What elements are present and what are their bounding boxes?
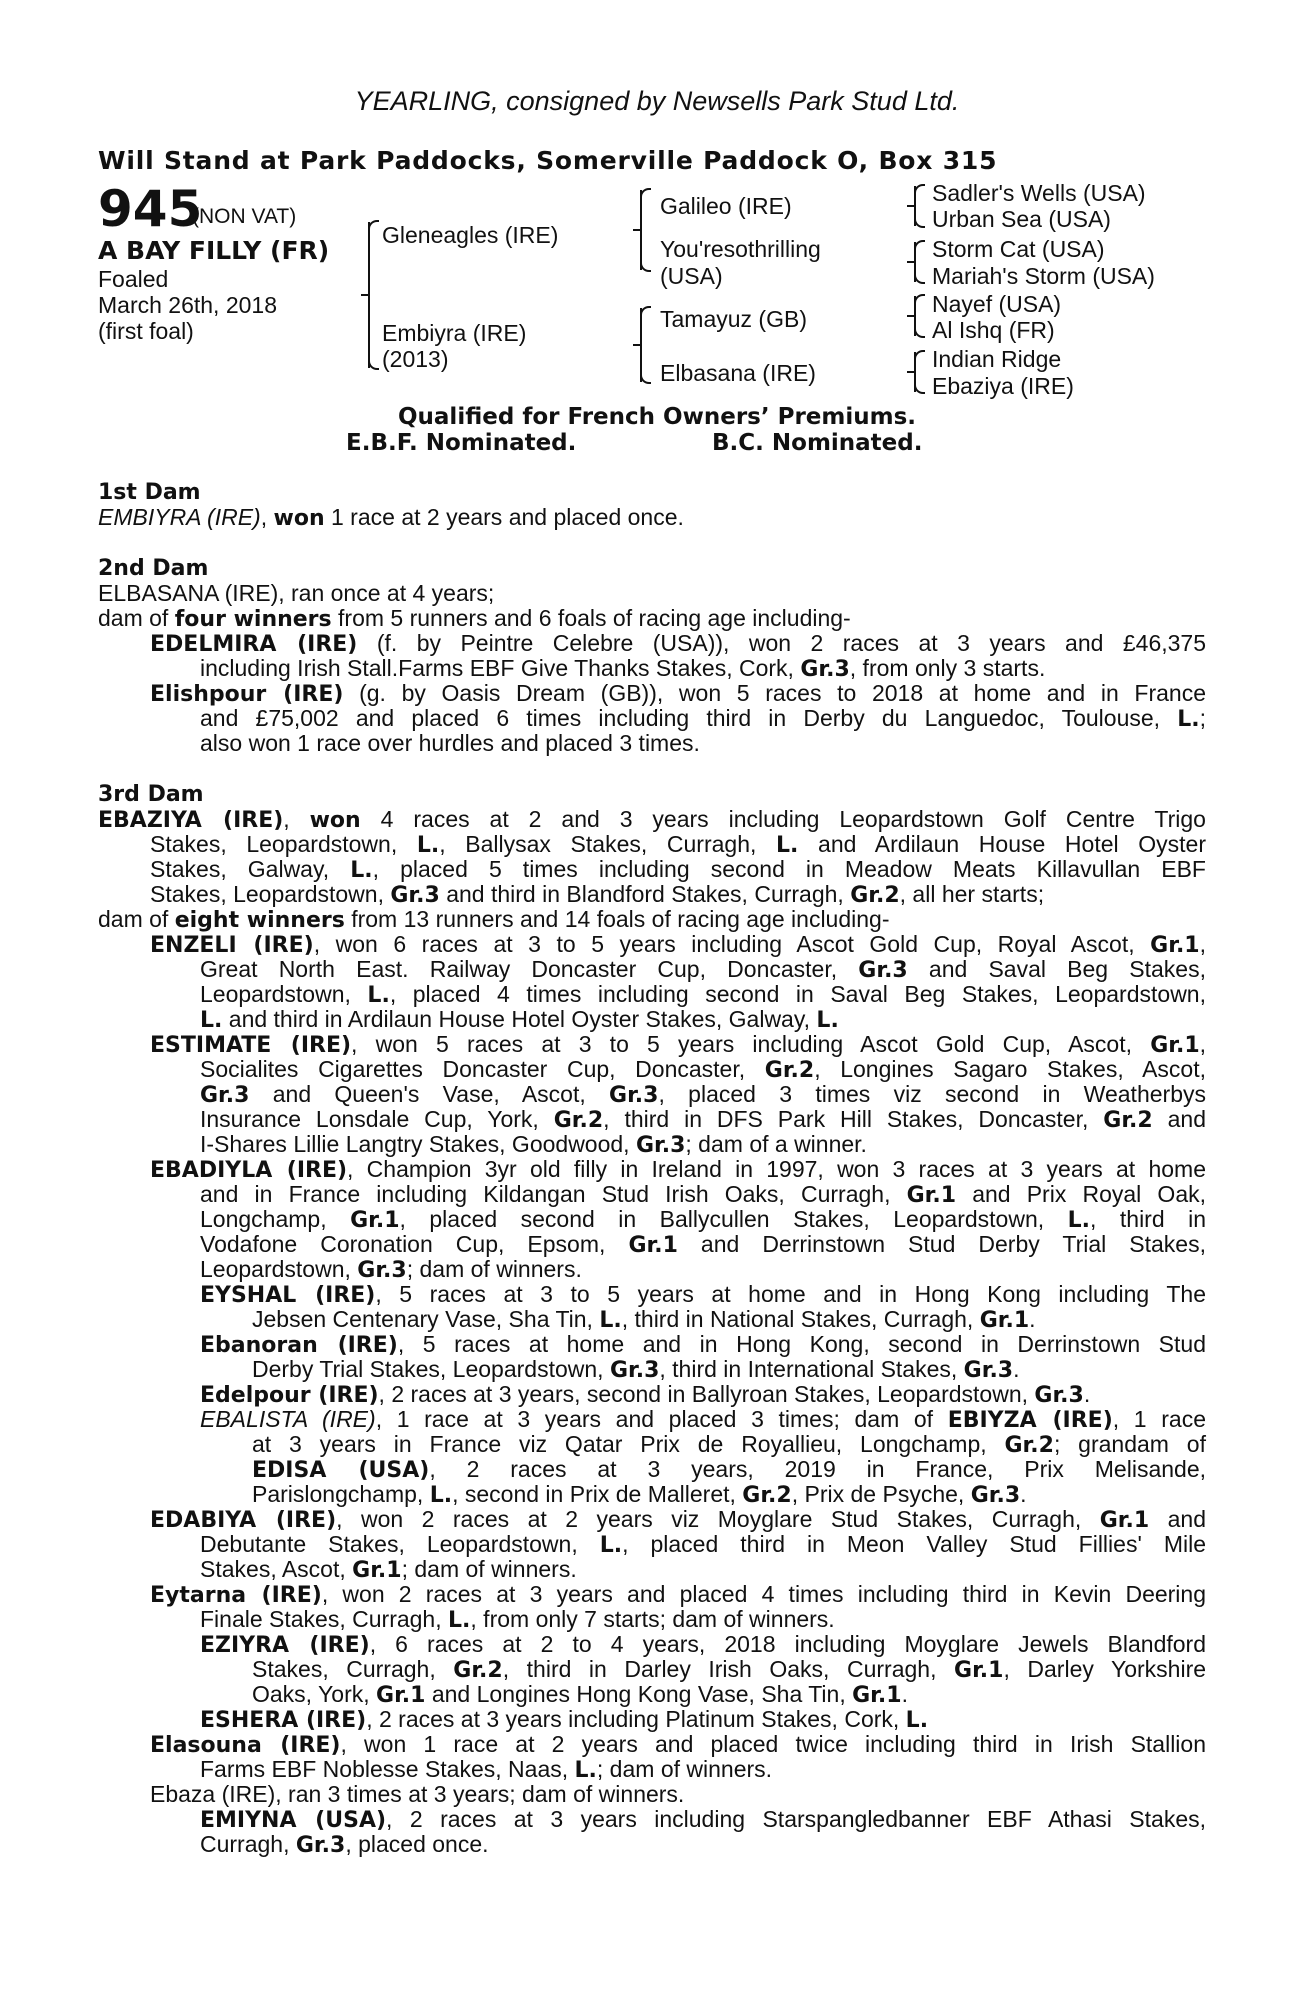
third-dam-line-29: EDABIYA (IRE), won 2 races at 2 years viz Moyglare Stud Stakes, Curragh, Gr.1 and [150, 1506, 1206, 1533]
third-dam-line-41: EMIYNA (USA), 2 races at 3 years including Starspangledbanner EBF Athasi Stakes, [200, 1806, 1207, 1833]
pedigree-dam: Embiyra (IRE) [382, 320, 527, 346]
first-dam-text: EMBIYRA (IRE), won 1 race at 2 years and placed once. [98, 504, 684, 531]
pedigree-g3-3: Storm Cat (USA) [932, 236, 1105, 262]
second-dam-line-6: and £75,002 and placed 6 times including third in Derby du Languedoc, Toulouse, L.; [200, 705, 1206, 732]
second-dam-line-5: Elishpour (IRE) (g. by Oasis Dream (GB)), won 5 races to 2018 at home and in France [150, 680, 1206, 707]
pedigree-brace-2a [640, 190, 642, 270]
third-dam-line-13: Insurance Lonsdale Cup, York, Gr.2, third in DFS Park Hill Stakes, Doncaster, Gr.2 and [200, 1106, 1206, 1133]
pedigree-dam-year: (2013) [382, 346, 449, 372]
third-dam-line-28: Parislongchamp, L., second in Prix de Malleret, Gr.2, Prix de Psyche, Gr.3. [252, 1481, 1027, 1508]
third-dam-line-9: L. and third in Ardilaun House Hotel Oyster Stakes, Galway, L. [200, 1006, 839, 1033]
third-dam-line-40: Ebaza (IRE), ran 3 times at 3 years; dam of winners. [150, 1781, 685, 1807]
pedigree-brace-3d [914, 352, 916, 392]
pedigree-dam-sire: Tamayuz (GB) [660, 306, 807, 332]
third-dam-line-37: ESHERA (IRE), 2 races at 3 years including Platinum Stakes, Cork, L. [200, 1706, 929, 1733]
pedigree-dam-dam: Elbasana (IRE) [660, 360, 816, 386]
third-dam-line-7: Great North East. Railway Doncaster Cup, Doncaster, Gr.3 and Saval Beg Stakes, [200, 956, 1206, 983]
third-dam-line-23: Derby Trial Stakes, Leopardstown, Gr.3, third in International Stakes, Gr.3. [252, 1356, 1020, 1383]
third-dam-line-30: Debutante Stakes, Leopardstown, L., placed third in Meon Valley Stud Fillies' Mile [200, 1531, 1206, 1558]
second-dam-heading: 2nd Dam [98, 556, 209, 581]
third-dam-line-36: Oaks, York, Gr.1 and Longines Hong Kong Vase, Sha Tin, Gr.1. [252, 1681, 908, 1708]
pedigree-brace-3a [914, 186, 916, 226]
pedigree-brace-1 [368, 222, 370, 368]
third-dam-line-12: Gr.3 and Queen's Vase, Ascot, Gr.3, placed 3 times viz second in Weatherbys [200, 1081, 1206, 1108]
pedigree-g3-2: Urban Sea (USA) [932, 206, 1111, 232]
second-dam-line-3: EDELMIRA (IRE) (f. by Peintre Celebre (USA)), won 2 races at 3 years and £46,375 [150, 630, 1206, 657]
pedigree-brace-3b [914, 242, 916, 282]
third-dam-line-26: at 3 years in France viz Qatar Prix de Royallieu, Longchamp, Gr.2; grandam of [252, 1431, 1206, 1458]
third-dam-line-2: Stakes, Leopardstown, L., Ballysax Stakes, Curragh, L. and Ardilaun House Hotel Oyster [150, 831, 1206, 858]
third-dam-line-4: Stakes, Leopardstown, Gr.3 and third in Blandford Stakes, Curragh, Gr.2, all her starts; [150, 881, 1045, 908]
stand-location: Will Stand at Park Paddocks, Somerville Paddock O, Box 315 [98, 146, 998, 175]
vat-status: (NON VAT) [192, 205, 297, 228]
pedigree-g3-7: Indian Ridge [932, 346, 1062, 372]
second-dam-line-4: including Irish Stall.Farms EBF Give Thanks Stakes, Cork, Gr.3, from only 3 starts. [200, 655, 1046, 682]
third-dam-line-24: Edelpour (IRE), 2 races at 3 years, second in Ballyroan Stakes, Leopardstown, Gr.3. [200, 1381, 1091, 1408]
pedigree-g3-8: Ebaziya (IRE) [932, 373, 1074, 399]
pedigree-sire: Gleneagles (IRE) [382, 222, 559, 248]
page-title: YEARLING, consigned by Newsells Park Stud Ltd. [354, 86, 960, 116]
pedigree-brace-3c [914, 296, 916, 336]
third-dam-line-33: Finale Stakes, Curragh, L., from only 7 starts; dam of winners. [200, 1606, 835, 1633]
third-dam-line-19: Leopardstown, Gr.3; dam of winners. [200, 1256, 582, 1283]
second-dam-line-7: also won 1 race over hurdles and placed 3 times. [200, 730, 700, 756]
third-dam-line-34: EZIYRA (IRE), 6 races at 2 to 4 years, 2018 including Moyglare Jewels Blandford [200, 1631, 1206, 1658]
pedigree-sire-sire: Galileo (IRE) [660, 193, 792, 219]
foaled-date: March 26th, 2018 [98, 292, 278, 318]
third-dam-line-18: Vodafone Coronation Cup, Epsom, Gr.1 and Derrinstown Stud Derby Trial Stakes, [200, 1231, 1206, 1258]
pedigree-g3-5: Nayef (USA) [932, 291, 1062, 317]
third-dam-heading: 3rd Dam [98, 782, 204, 807]
ebf-nominated: E.B.F. Nominated. [346, 430, 577, 456]
second-dam-line-1: ELBASANA (IRE), ran once at 4 years; [98, 580, 495, 606]
third-dam-line-14: I-Shares Lillie Langtry Stakes, Goodwood, Gr.3; dam of a winner. [200, 1131, 867, 1158]
pedigree-g3-6: Al Ishq (FR) [932, 317, 1055, 343]
third-dam-line-8: Leopardstown, L., placed 4 times including second in Saval Beg Stakes, Leopardstown, [200, 981, 1206, 1008]
third-dam-line-38: Elasouna (IRE), won 1 race at 2 years and placed twice including third in Irish Stallion [150, 1731, 1206, 1758]
third-dam-line-15: EBADIYLA (IRE), Champion 3yr old filly in Ireland in 1997, won 3 races at 3 years at home [150, 1156, 1206, 1183]
third-dam-line-16: and in France including Kildangan Stud Irish Oaks, Curragh, Gr.1 and Prix Royal Oak, [200, 1181, 1206, 1208]
third-dam-line-10: ESTIMATE (IRE), won 5 races at 3 to 5 years including Ascot Gold Cup, Ascot, Gr.1, [150, 1031, 1207, 1058]
foaled-label: Foaled [98, 266, 169, 292]
third-dam-line-27: EDISA (USA), 2 races at 3 years, 2019 in France, Prix Melisande, [252, 1456, 1206, 1483]
pedigree-g3-1: Sadler's Wells (USA) [932, 180, 1146, 206]
first-dam-heading: 1st Dam [98, 480, 201, 505]
pedigree-brace-2b [640, 308, 642, 382]
third-dam-line-25: EBALISTA (IRE), 1 race at 3 years and placed 3 times; dam of EBIYZA (IRE), 1 race [200, 1406, 1206, 1433]
third-dam-line-11: Socialites Cigarettes Doncaster Cup, Doncaster, Gr.2, Longines Sagaro Stakes, Ascot, [200, 1056, 1206, 1083]
third-dam-line-32: Eytarna (IRE), won 2 races at 3 years and placed 4 times including third in Kevin Deering [150, 1581, 1206, 1608]
third-dam-line-5: dam of eight winners from 13 runners and 14 foals of racing age including- [98, 906, 890, 933]
first-foal-note: (first foal) [98, 318, 194, 344]
lot-name: A BAY FILLY (FR) [98, 236, 330, 265]
third-dam-line-1: EBAZIYA (IRE), won 4 races at 2 and 3 years including Leopardstown Golf Centre Trigo [98, 806, 1206, 833]
third-dam-line-6: ENZELI (IRE), won 6 races at 3 to 5 years including Ascot Gold Cup, Royal Ascot, Gr.1, [150, 931, 1206, 958]
french-premiums-note: Qualified for French Owners’ Premiums. [397, 404, 917, 430]
bc-nominated: B.C. Nominated. [712, 430, 923, 456]
third-dam-line-17: Longchamp, Gr.1, placed second in Ballycullen Stakes, Leopardstown, L., third in [200, 1206, 1207, 1233]
third-dam-line-3: Stakes, Galway, L., placed 5 times including second in Meadow Meats Killavullan EBF [150, 856, 1206, 883]
third-dam-line-31: Stakes, Ascot, Gr.1; dam of winners. [200, 1556, 577, 1583]
third-dam-line-42: Curragh, Gr.3, placed once. [200, 1831, 489, 1858]
pedigree-sire-dam-country: (USA) [660, 263, 723, 289]
third-dam-line-20: EYSHAL (IRE), 5 races at 3 to 5 years at home and in Hong Kong including The [200, 1281, 1206, 1308]
pedigree-sire-dam: You'resothrilling [660, 236, 821, 262]
lot-number: 945 [98, 180, 203, 238]
third-dam-line-22: Ebanoran (IRE), 5 races at home and in Hong Kong, second in Derrinstown Stud [200, 1331, 1206, 1358]
third-dam-line-35: Stakes, Curragh, Gr.2, third in Darley Irish Oaks, Curragh, Gr.1, Darley Yorkshire [252, 1656, 1207, 1683]
second-dam-line-2: dam of four winners from 5 runners and 6 foals of racing age including- [98, 605, 851, 632]
pedigree-g3-4: Mariah's Storm (USA) [932, 263, 1155, 289]
third-dam-line-21: Jebsen Centenary Vase, Sha Tin, L., third in National Stakes, Curragh, Gr.1. [252, 1306, 1036, 1333]
third-dam-line-39: Farms EBF Noblesse Stakes, Naas, L.; dam of winners. [200, 1756, 773, 1783]
